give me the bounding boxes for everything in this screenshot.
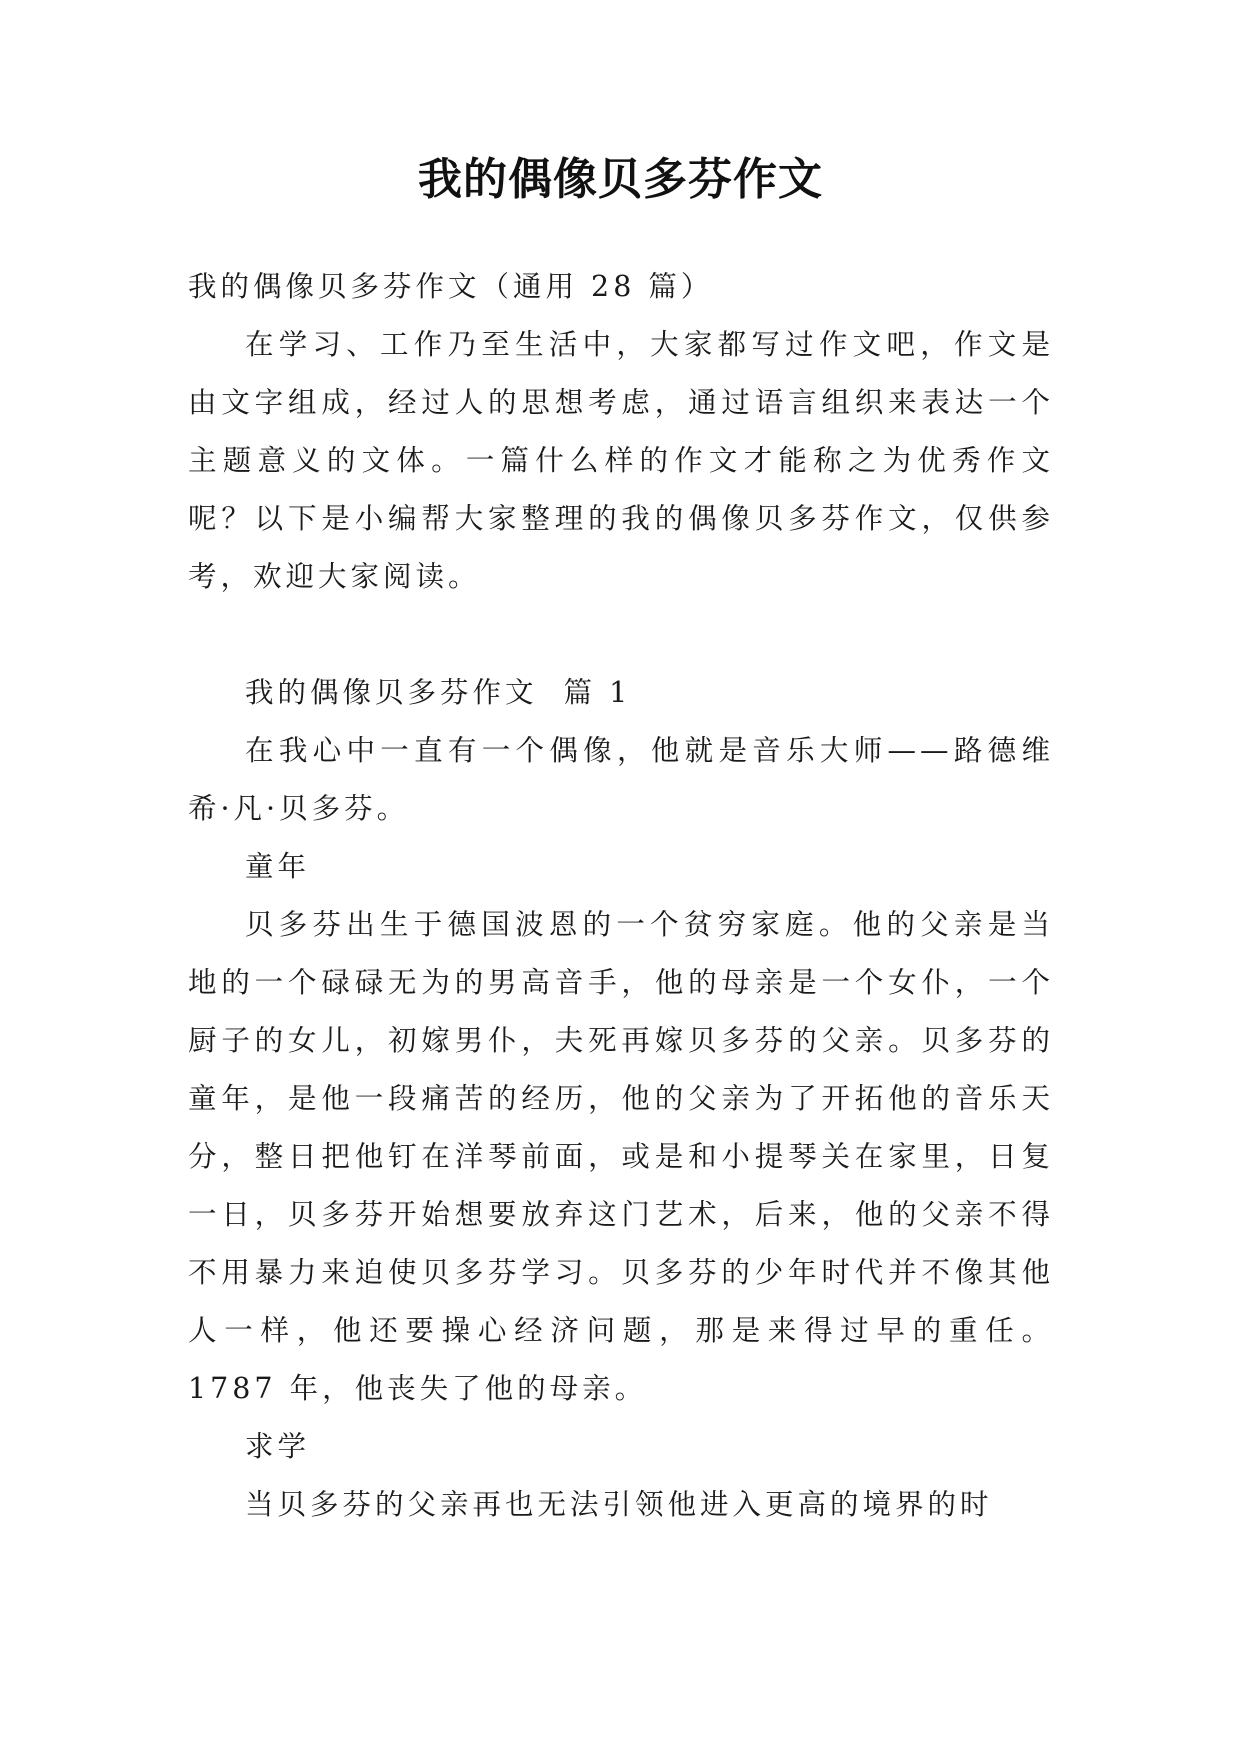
- subheading-study: 求学: [245, 1430, 311, 1463]
- document-body: [188, 258, 1054, 1534]
- section-heading: 我的偶像贝多芬作文 篇 1: [245, 676, 632, 709]
- paragraph-gap: [188, 606, 1054, 664]
- body-paragraph: 贝多芬出生于德国波恩的一个贫穷家庭。他的父亲是当地的一个碌碌无为的男高音手，他的母亲是一个女仆，一个厨子的女儿，初嫁男仆，夫死再嫁贝多芬的父亲。贝多芬的童年，是他一段痛苦的经历，他的父亲为了开拓他的音乐天分，整日把他钉在洋琴前面，或是和小提琴关在家里，日复一日，贝多芬开始想要放弃这门艺术，后来，他的父亲不得不用暴力来迫使贝多芬学习。贝多芬的少年时代并不像其他人一样，他还要操心经济问题，那是来得过早的重任。1787 年，他丧失了他的母亲。: [188, 908, 1054, 1405]
- document-subtitle: 我的偶像贝多芬作文（通用 28 篇）: [188, 270, 714, 303]
- body-paragraph: 当贝多芬的父亲再也无法引领他进入更高的境界的时: [245, 1488, 993, 1521]
- subheading-childhood: 童年: [245, 850, 311, 883]
- body-paragraph: 在我心中一直有一个偶像，他就是音乐大师——路德维希·凡·贝多芬。: [188, 734, 1054, 825]
- document-title: 我的偶像贝多芬作文: [418, 154, 823, 205]
- intro-paragraph: 在学习、工作乃至生活中，大家都写过作文吧，作文是由文字组成，经过人的思想考虑，通过语言组织来表达一个主题意义的文体。一篇什么样的作文才能称之为优秀作文呢？以下是小编帮大家整理的我的偶像贝多芬作文，仅供参考，欢迎大家阅读。: [188, 328, 1054, 593]
